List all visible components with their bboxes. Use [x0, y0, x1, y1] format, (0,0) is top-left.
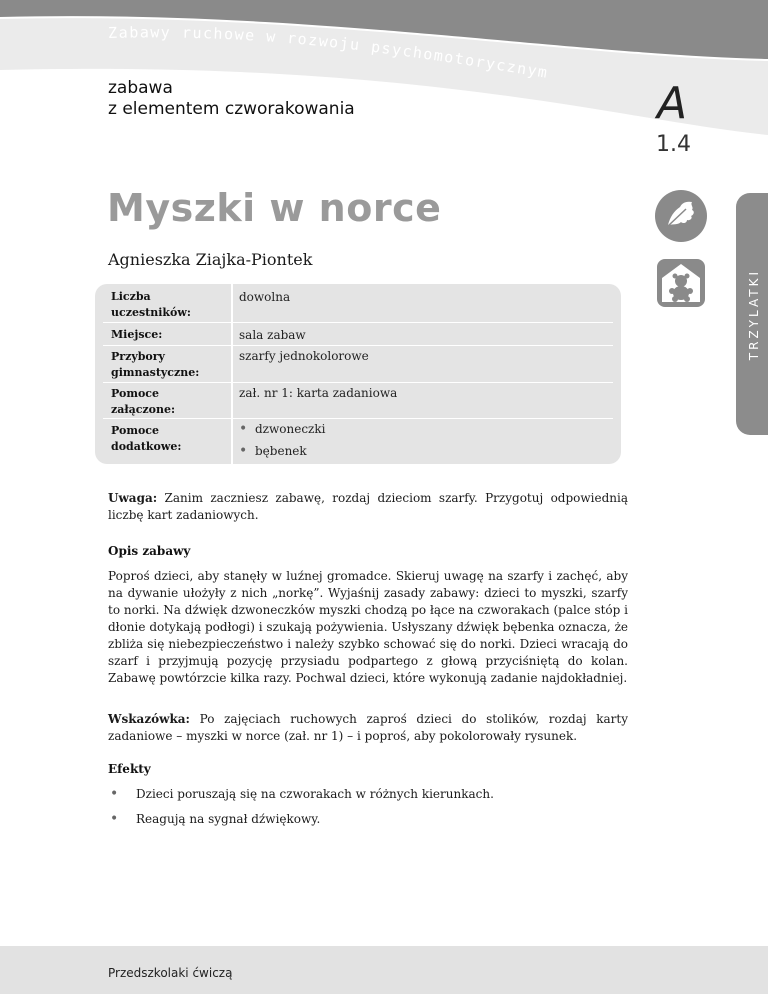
list-item: • Dzieci poruszają się na czworakach w różnych kierunkach.: [108, 782, 494, 807]
info-label: Pomoce dodatkowe:: [111, 424, 182, 453]
list-item: • bębenek: [239, 440, 325, 462]
category-line-1: zabawa: [108, 78, 173, 98]
svg-text:Zabawy ruchowe w rozwoju psych: [108, 23, 550, 81]
category-letter: A: [657, 78, 688, 129]
row-separator: [103, 345, 613, 346]
extra-aids-list: [239, 418, 325, 462]
oak-leaf-icon: [654, 189, 708, 243]
list-item: • Reagują na sygnał dźwiękowy.: [108, 807, 494, 832]
note-paragraph: [108, 490, 628, 524]
side-tab-text: TRZYLATKI: [747, 269, 761, 361]
info-value: szarfy jednokolorowe: [239, 349, 369, 363]
author-name: Agnieszka Ziajka-Piontek: [108, 250, 313, 269]
info-label: Pomoce załączone:: [111, 387, 176, 416]
page-title: Myszki w norce: [107, 186, 442, 230]
info-value: sala zabaw: [239, 328, 306, 342]
row-separator: [103, 322, 613, 323]
category-label: [108, 78, 355, 120]
description-heading: Opis zabawy: [108, 544, 191, 558]
info-value: dowolna: [239, 290, 291, 304]
side-tab-label: [740, 200, 768, 430]
effects-heading: Efekty: [108, 762, 151, 776]
effects-list: [108, 782, 494, 832]
teddy-bear-house-icon: [656, 258, 706, 308]
description-text: Poproś dzieci, aby stanęły w luźnej gromadce. Skieruj uwagę na szarfy i zachęć, aby na dywanie ułożyły z nich „norkę”. Wyjaśnij zasady zabawy: dzieci to myszki, szarfy to norki. Na dźwięk dzwoneczków myszki chodzą po łące na czworakach (palce stóp i dłonie dotykają podłogi) i szukają pożywienia. Usłyszany dźwięk bębenka oznacza, że zbliża się niebezpieczeństwo i należy szybko schować się do norki. Dzieci wracają do szarf i przyjmują pozycję przysiadu podpartego z głową przyciśniętą do kolan. Zabawę powtórzcie kilka razy. Pochwal dzieci, które wykonują zadanie najdokładniej.: [108, 569, 628, 685]
info-label: Liczba uczestników:: [111, 290, 191, 319]
hint-text: Po zajęciach ruchowych zaproś dzieci do stolików, rozdaj karty zadaniowe – myszki w norce (zał. nr 1) – i poproś, aby pokolorowały rysunek.: [108, 712, 628, 743]
list-item: • dzwoneczki: [239, 418, 325, 440]
info-label: Przybory gimnastyczne:: [111, 350, 200, 379]
series-title-text: Zabawy ruchowe w rozwoju psychomotorycznym: [107, 23, 550, 82]
hint-label: Wskazówka:: [108, 712, 190, 726]
note-label: Uwaga:: [108, 491, 158, 505]
info-value: zał. nr 1: karta zadaniowa: [239, 386, 398, 400]
info-table: [95, 284, 621, 464]
hint-paragraph: [108, 711, 628, 745]
column-separator: [231, 284, 233, 464]
row-separator: [103, 382, 613, 383]
category-number: 1.4: [656, 132, 691, 157]
note-text: Zanim zaczniesz zabawę, rozdaj dzieciom szarfy. Przygotuj odpowiednią liczbę kart zadaniowych.: [108, 491, 628, 522]
info-label: Miejsce:: [111, 328, 163, 341]
row-separator: [103, 418, 613, 419]
footer-text: Przedszkolaki ćwiczą: [108, 966, 233, 980]
category-line-2: z elementem czworakowania: [108, 99, 355, 119]
